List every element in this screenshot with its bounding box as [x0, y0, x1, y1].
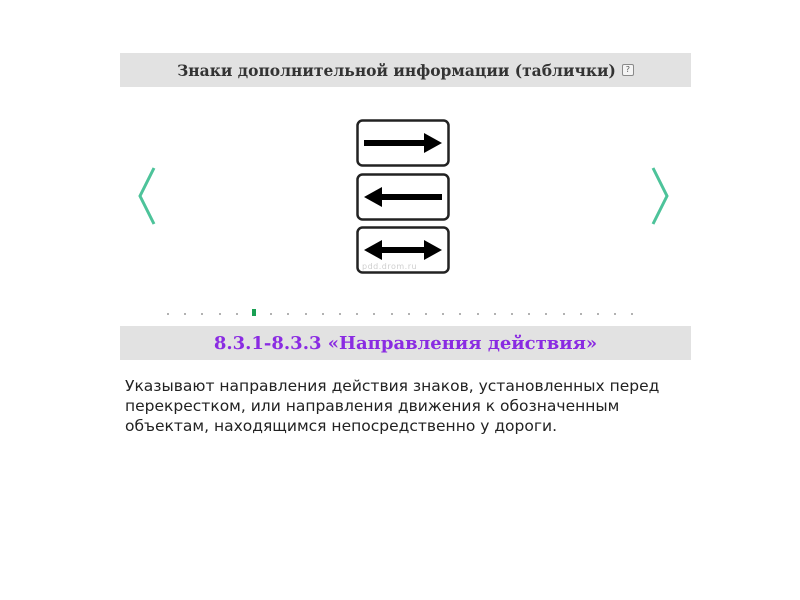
section-title: Знаки дополнительной информации (таблички) — [177, 60, 616, 80]
pagination-dot[interactable] — [184, 313, 186, 315]
pagination-dot[interactable] — [305, 313, 307, 315]
pagination-dot[interactable] — [425, 313, 427, 315]
sign-title-bar — [120, 326, 691, 360]
sign-plate-left — [356, 173, 450, 221]
sign-plate-right — [356, 119, 450, 167]
pagination-dot-active[interactable] — [252, 309, 256, 316]
pagination-dot[interactable] — [373, 313, 375, 315]
pagination-dot[interactable] — [528, 313, 530, 315]
sign-description: Указывают направления действия знаков, установленных перед перекрестком, или направления движения к обозначенным объектам, находящимся непосредственно у дороги. — [125, 377, 660, 435]
pagination-dot[interactable] — [219, 313, 221, 315]
sign-image — [356, 119, 450, 274]
pagination-dot[interactable] — [167, 313, 169, 315]
pagination-dot[interactable] — [408, 313, 410, 315]
slider-pagination — [167, 308, 647, 318]
pagination-dot[interactable] — [563, 313, 565, 315]
pagination-dot[interactable] — [442, 313, 444, 315]
pagination-dot[interactable] — [477, 313, 479, 315]
section-header — [120, 53, 691, 87]
pagination-dot[interactable] — [270, 313, 272, 315]
pagination-dot[interactable] — [339, 313, 341, 315]
pagination-dot[interactable] — [614, 313, 616, 315]
pagination-dot[interactable] — [459, 313, 461, 315]
help-icon[interactable]: ? — [622, 64, 634, 76]
pagination-dot[interactable] — [391, 313, 393, 315]
pagination-dot[interactable] — [580, 313, 582, 315]
pagination-dot[interactable] — [356, 313, 358, 315]
pagination-dot[interactable] — [511, 313, 513, 315]
chevron-right-icon[interactable] — [649, 166, 671, 226]
pagination-dot[interactable] — [236, 313, 238, 315]
watermark: pdd.drom.ru — [362, 262, 418, 271]
sign-title: 8.3.1-8.3.3 «Направления действия» — [213, 332, 598, 354]
pagination-dot[interactable] — [322, 313, 324, 315]
pagination-dot[interactable] — [597, 313, 599, 315]
pagination-dot[interactable] — [545, 313, 547, 315]
chevron-left-icon[interactable] — [136, 166, 158, 226]
pagination-dot[interactable] — [201, 313, 203, 315]
pagination-dot[interactable] — [631, 313, 633, 315]
pagination-dot[interactable] — [287, 313, 289, 315]
pagination-dot[interactable] — [494, 313, 496, 315]
